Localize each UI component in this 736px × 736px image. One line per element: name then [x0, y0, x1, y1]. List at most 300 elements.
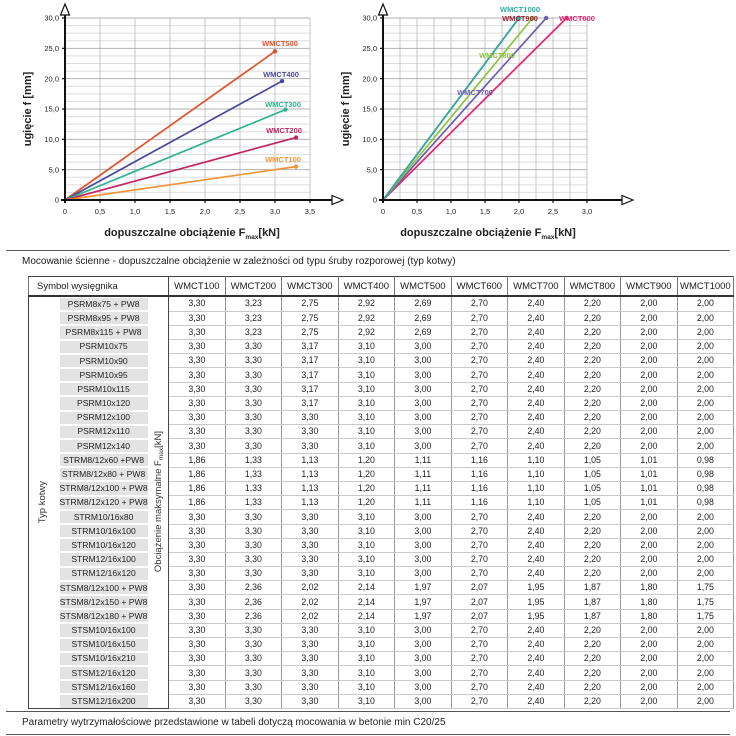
value-cell-WMCT500: 3,00 — [395, 340, 452, 354]
row-label: PSRM12x110 — [57, 425, 151, 439]
value-cell-WMCT1000: 2,00 — [677, 411, 734, 425]
value-cell-WMCT300: 3,30 — [282, 510, 339, 524]
column-header-WMCT900: WMCT900 — [621, 277, 678, 297]
value-cell-WMCT100: 3,30 — [169, 538, 226, 552]
value-cell-WMCT300: 3,30 — [282, 552, 339, 566]
value-cell-WMCT900: 2,00 — [621, 368, 678, 382]
value-cell-WMCT700: 2,40 — [508, 524, 565, 538]
value-cell-WMCT1000: 2,00 — [677, 510, 734, 524]
value-cell-WMCT600: 2,70 — [451, 623, 508, 637]
y-axis-label: ugięcie f [mm] — [340, 71, 352, 147]
value-cell-WMCT700: 2,40 — [508, 354, 565, 368]
value-cell-WMCT100: 3,30 — [169, 354, 226, 368]
x-tick-label: 1,0 — [129, 207, 141, 216]
value-cell-WMCT600: 2,70 — [451, 524, 508, 538]
table-row — [29, 652, 734, 666]
value-cell-WMCT400: 3,10 — [338, 567, 395, 581]
row-label: PSRM8x115 + PW8 — [57, 325, 151, 339]
value-cell-WMCT800: 2,20 — [564, 680, 621, 694]
row-label: STSM8/12x180 + PW8 — [57, 609, 151, 623]
value-cell-WMCT200: 2,36 — [225, 595, 282, 609]
value-cell-WMCT800: 2,20 — [564, 524, 621, 538]
value-cell-WMCT800: 2,20 — [564, 439, 621, 453]
value-cell-WMCT700: 2,40 — [508, 411, 565, 425]
value-cell-WMCT600: 2,70 — [451, 439, 508, 453]
value-cell-WMCT900: 2,00 — [621, 680, 678, 694]
value-cell-WMCT1000: 2,00 — [677, 694, 734, 709]
value-cell-WMCT400: 3,10 — [338, 411, 395, 425]
value-cell-WMCT900: 2,00 — [621, 524, 678, 538]
value-cell-WMCT800: 2,20 — [564, 396, 621, 410]
value-cell-WMCT1000: 2,00 — [677, 638, 734, 652]
value-cell-WMCT400: 3,10 — [338, 524, 395, 538]
value-cell-WMCT100: 3,30 — [169, 296, 226, 311]
table-row — [29, 396, 734, 410]
value-cell-WMCT800: 2,20 — [564, 567, 621, 581]
value-cell-WMCT500: 3,00 — [395, 411, 452, 425]
column-header-WMCT700: WMCT700 — [508, 277, 565, 297]
value-cell-WMCT500: 3,00 — [395, 368, 452, 382]
y-axis-arrow — [379, 4, 388, 15]
column-header-WMCT1000: WMCT1000 — [677, 277, 734, 297]
value-cell-WMCT400: 1,20 — [338, 496, 395, 510]
value-cell-WMCT900: 2,00 — [621, 396, 678, 410]
table-footnote: Parametry wytrzymałościowe przedstawione w tabeli dotyczą mocowania w betonie min C20/25 — [6, 711, 730, 734]
chart-2 — [340, 4, 633, 241]
value-cell-WMCT500: 1,97 — [395, 595, 452, 609]
table-row — [29, 538, 734, 552]
value-cell-WMCT500: 1,97 — [395, 609, 452, 623]
value-cell-WMCT200: 3,30 — [225, 552, 282, 566]
value-cell-WMCT700: 1,10 — [508, 467, 565, 481]
value-cell-WMCT1000: 1,75 — [677, 595, 734, 609]
value-cell-WMCT800: 1,05 — [564, 467, 621, 481]
group-label-text: Typ kotwy — [37, 480, 48, 523]
value-cell-WMCT600: 2,70 — [451, 510, 508, 524]
value-cell-WMCT700: 1,10 — [508, 496, 565, 510]
value-cell-WMCT200: 3,30 — [225, 396, 282, 410]
value-cell-WMCT500: 3,00 — [395, 552, 452, 566]
value-cell-WMCT400: 3,10 — [338, 396, 395, 410]
chart-1 — [22, 4, 343, 241]
row-label: PSRM10x120 — [57, 396, 151, 410]
value-cell-WMCT300: 3,30 — [282, 666, 339, 680]
value-cell-WMCT900: 2,00 — [621, 382, 678, 396]
x-tick-label: 1,0 — [445, 207, 457, 216]
value-cell-WMCT600: 2,70 — [451, 296, 508, 311]
x-tick-label: 0 — [62, 207, 68, 216]
row-label: STRM8/12x120 + PW8 — [57, 496, 151, 510]
value-cell-WMCT100: 3,30 — [169, 439, 226, 453]
column-header-WMCT800: WMCT800 — [564, 277, 621, 297]
value-cell-WMCT400: 3,10 — [338, 694, 395, 709]
series-WMCT700 — [383, 16, 548, 200]
value-cell-WMCT300: 2,02 — [282, 595, 339, 609]
value-cell-WMCT500: 2,69 — [395, 311, 452, 325]
value-cell-WMCT500: 3,00 — [395, 666, 452, 680]
value-cell-WMCT400: 2,92 — [338, 311, 395, 325]
value-cell-WMCT600: 2,70 — [451, 411, 508, 425]
x-tick-label: 2,0 — [199, 207, 211, 216]
value-cell-WMCT800: 1,87 — [564, 581, 621, 595]
table-row — [29, 567, 734, 581]
row-label: STRM8/12x80 + PW8 — [57, 467, 151, 481]
value-cell-WMCT600: 2,70 — [451, 666, 508, 680]
value-cell-WMCT500: 1,11 — [395, 496, 452, 510]
x-tick-label: 2,5 — [547, 207, 559, 216]
value-cell-WMCT1000: 2,00 — [677, 652, 734, 666]
value-cell-WMCT800: 2,20 — [564, 552, 621, 566]
value-cell-WMCT400: 3,10 — [338, 623, 395, 637]
value-cell-WMCT500: 3,00 — [395, 623, 452, 637]
value-cell-WMCT100: 1,86 — [169, 453, 226, 467]
value-cell-WMCT100: 3,30 — [169, 311, 226, 325]
row-label: STRM10/16x100 — [57, 524, 151, 538]
x-tick-label: 0,5 — [94, 207, 106, 216]
value-cell-WMCT800: 2,20 — [564, 623, 621, 637]
value-cell-WMCT300: 2,75 — [282, 311, 339, 325]
value-cell-WMCT400: 3,10 — [338, 425, 395, 439]
x-tick-label: 3,0 — [581, 207, 593, 216]
column-header-WMCT400: WMCT400 — [338, 277, 395, 297]
value-cell-WMCT600: 2,70 — [451, 638, 508, 652]
table-row — [29, 680, 734, 694]
value-cell-WMCT1000: 2,00 — [677, 382, 734, 396]
value-cell-WMCT200: 3,30 — [225, 680, 282, 694]
value-cell-WMCT400: 3,10 — [338, 638, 395, 652]
table-row — [29, 524, 734, 538]
value-cell-WMCT300: 1,13 — [282, 496, 339, 510]
value-cell-WMCT500: 3,00 — [395, 382, 452, 396]
value-cell-WMCT400: 2,92 — [338, 296, 395, 311]
value-cell-WMCT900: 1,01 — [621, 453, 678, 467]
series-label-WMCT100: WMCT100 — [265, 155, 301, 164]
value-cell-WMCT400: 3,10 — [338, 382, 395, 396]
value-cell-WMCT600: 2,70 — [451, 567, 508, 581]
value-cell-WMCT300: 3,30 — [282, 638, 339, 652]
value-cell-WMCT600: 1,16 — [451, 496, 508, 510]
value-cell-WMCT800: 2,20 — [564, 638, 621, 652]
x-axis-label: dopuszczalne obciążenie $F_{max}[kN]$ — [104, 227, 280, 241]
row-label: PSRM12x100 — [57, 411, 151, 425]
value-cell-WMCT700: 2,40 — [508, 652, 565, 666]
value-cell-WMCT1000: 2,00 — [677, 666, 734, 680]
value-cell-WMCT900: 2,00 — [621, 311, 678, 325]
row-label: PSRM12x140 — [57, 439, 151, 453]
value-cell-WMCT1000: 2,00 — [677, 296, 734, 311]
y-tick-label: 0 — [54, 195, 59, 205]
value-cell-WMCT200: 3,30 — [225, 411, 282, 425]
value-cell-WMCT1000: 1,75 — [677, 609, 734, 623]
table-row — [29, 382, 734, 396]
value-cell-WMCT500: 3,00 — [395, 538, 452, 552]
value-cell-WMCT1000: 2,00 — [677, 567, 734, 581]
value-cell-WMCT900: 1,80 — [621, 595, 678, 609]
value-cell-WMCT200: 3,23 — [225, 296, 282, 311]
value-cell-WMCT1000: 0,98 — [677, 496, 734, 510]
value-cell-WMCT200: 3,23 — [225, 311, 282, 325]
value-cell-WMCT100: 3,30 — [169, 609, 226, 623]
value-cell-WMCT400: 2,14 — [338, 581, 395, 595]
y-tick-label: 15,0 — [44, 104, 59, 114]
y-axis-label: ugięcie f [mm] — [22, 71, 34, 147]
row-label: STSM12/16x160 — [57, 680, 151, 694]
column-header-WMCT100: WMCT100 — [169, 277, 226, 297]
table-row — [29, 552, 734, 566]
value-cell-WMCT1000: 2,00 — [677, 538, 734, 552]
value-cell-WMCT500: 2,69 — [395, 296, 452, 311]
anchor-load-table — [28, 276, 734, 709]
value-cell-WMCT1000: 1,75 — [677, 581, 734, 595]
value-cell-WMCT700: 2,40 — [508, 439, 565, 453]
value-cell-WMCT800: 2,20 — [564, 538, 621, 552]
value-cell-WMCT600: 2,07 — [451, 595, 508, 609]
value-cell-WMCT600: 2,07 — [451, 581, 508, 595]
value-cell-WMCT700: 1,10 — [508, 453, 565, 467]
value-cell-WMCT300: 2,75 — [282, 325, 339, 339]
value-cell-WMCT700: 1,10 — [508, 481, 565, 495]
value-cell-WMCT800: 2,20 — [564, 411, 621, 425]
charts-figure — [0, 0, 736, 250]
value-cell-WMCT900: 2,00 — [621, 354, 678, 368]
value-cell-WMCT400: 3,10 — [338, 666, 395, 680]
value-cell-WMCT100: 3,30 — [169, 567, 226, 581]
series-label-WMCT900: WMCT900 — [502, 14, 538, 23]
value-cell-WMCT600: 2,70 — [451, 340, 508, 354]
table-row — [29, 666, 734, 680]
value-cell-WMCT600: 2,70 — [451, 354, 508, 368]
value-cell-WMCT200: 3,30 — [225, 340, 282, 354]
value-cell-WMCT700: 1,95 — [508, 609, 565, 623]
value-cell-WMCT300: 3,30 — [282, 623, 339, 637]
value-cell-WMCT200: 3,30 — [225, 368, 282, 382]
value-cell-WMCT500: 3,00 — [395, 524, 452, 538]
value-cell-WMCT600: 1,16 — [451, 481, 508, 495]
table-row — [29, 595, 734, 609]
series-label-WMCT500: WMCT500 — [262, 39, 298, 48]
value-cell-WMCT900: 2,00 — [621, 638, 678, 652]
value-cell-WMCT900: 2,00 — [621, 325, 678, 339]
value-cell-WMCT600: 2,70 — [451, 368, 508, 382]
value-cell-WMCT800: 1,87 — [564, 609, 621, 623]
value-cell-WMCT100: 3,30 — [169, 595, 226, 609]
value-cell-WMCT100: 1,86 — [169, 481, 226, 495]
value-cell-WMCT900: 2,00 — [621, 538, 678, 552]
table-row — [29, 496, 734, 510]
y-tick-label: 30,0 — [362, 13, 377, 23]
value-cell-WMCT700: 1,95 — [508, 581, 565, 595]
x-axis-arrow — [622, 196, 633, 205]
value-cell-WMCT400: 2,14 — [338, 609, 395, 623]
value-cell-WMCT100: 3,30 — [169, 666, 226, 680]
table-row — [29, 296, 734, 311]
value-cell-WMCT700: 2,40 — [508, 538, 565, 552]
value-cell-WMCT300: 3,17 — [282, 354, 339, 368]
value-cell-WMCT700: 2,40 — [508, 510, 565, 524]
value-cell-WMCT500: 3,00 — [395, 425, 452, 439]
value-cell-WMCT700: 1,95 — [508, 595, 565, 609]
value-cell-WMCT500: 3,00 — [395, 396, 452, 410]
value-cell-WMCT200: 1,33 — [225, 496, 282, 510]
value-cell-WMCT300: 3,17 — [282, 340, 339, 354]
value-cell-WMCT900: 1,01 — [621, 481, 678, 495]
row-label: STSM12/16x120 — [57, 666, 151, 680]
value-cell-WMCT1000: 2,00 — [677, 368, 734, 382]
table-row — [29, 638, 734, 652]
value-cell-WMCT1000: 2,00 — [677, 439, 734, 453]
column-header-WMCT300: WMCT300 — [282, 277, 339, 297]
value-cell-WMCT300: 3,30 — [282, 567, 339, 581]
x-tick-label: 1,5 — [164, 207, 176, 216]
value-cell-WMCT100: 3,30 — [169, 340, 226, 354]
value-cell-WMCT800: 1,05 — [564, 496, 621, 510]
value-cell-WMCT700: 2,40 — [508, 680, 565, 694]
axis-label-fmax — [151, 296, 169, 709]
column-header-WMCT600: WMCT600 — [451, 277, 508, 297]
y-tick-label: 30,0 — [44, 13, 59, 23]
value-cell-WMCT900: 2,00 — [621, 567, 678, 581]
value-cell-WMCT900: 2,00 — [621, 411, 678, 425]
value-cell-WMCT800: 1,05 — [564, 453, 621, 467]
value-cell-WMCT800: 2,20 — [564, 666, 621, 680]
row-label: PSRM8x75 + PW8 — [57, 296, 151, 311]
row-label: PSRM10x115 — [57, 382, 151, 396]
value-cell-WMCT500: 3,00 — [395, 567, 452, 581]
y-tick-label: 20,0 — [362, 74, 377, 84]
value-cell-WMCT1000: 2,00 — [677, 552, 734, 566]
table-row — [29, 311, 734, 325]
value-cell-WMCT800: 2,20 — [564, 382, 621, 396]
value-cell-WMCT700: 2,40 — [508, 552, 565, 566]
value-cell-WMCT500: 3,00 — [395, 638, 452, 652]
value-cell-WMCT400: 3,10 — [338, 552, 395, 566]
value-cell-WMCT600: 1,16 — [451, 453, 508, 467]
row-label: STRM10/16x120 — [57, 538, 151, 552]
series-label-WMCT400: WMCT400 — [263, 70, 299, 79]
column-header-WMCT500: WMCT500 — [395, 277, 452, 297]
value-cell-WMCT500: 3,00 — [395, 694, 452, 709]
value-cell-WMCT400: 3,10 — [338, 340, 395, 354]
value-cell-WMCT900: 1,80 — [621, 609, 678, 623]
table-row — [29, 354, 734, 368]
table-row — [29, 325, 734, 339]
table-row — [29, 467, 734, 481]
value-cell-WMCT100: 3,30 — [169, 652, 226, 666]
value-cell-WMCT500: 1,11 — [395, 453, 452, 467]
series-label-WMCT700: WMCT700 — [457, 88, 493, 97]
table-row — [29, 439, 734, 453]
value-cell-WMCT300: 2,02 — [282, 581, 339, 595]
x-tick-label: 2,0 — [513, 207, 525, 216]
series-WMCT1000 — [383, 16, 521, 200]
value-cell-WMCT1000: 2,00 — [677, 425, 734, 439]
value-cell-WMCT700: 2,40 — [508, 296, 565, 311]
value-cell-WMCT800: 2,20 — [564, 311, 621, 325]
value-cell-WMCT600: 2,70 — [451, 425, 508, 439]
axis-label-text: Obciążenie maksymalne $F_{max}[kN]$ — [152, 431, 165, 573]
value-cell-WMCT200: 3,30 — [225, 425, 282, 439]
row-label: STSM10/16x210 — [57, 652, 151, 666]
value-cell-WMCT300: 3,17 — [282, 382, 339, 396]
value-cell-WMCT800: 2,20 — [564, 354, 621, 368]
value-cell-WMCT300: 2,75 — [282, 296, 339, 311]
value-cell-WMCT900: 2,00 — [621, 694, 678, 709]
value-cell-WMCT400: 3,10 — [338, 354, 395, 368]
value-cell-WMCT800: 2,20 — [564, 340, 621, 354]
value-cell-WMCT200: 3,30 — [225, 567, 282, 581]
value-cell-WMCT600: 2,07 — [451, 609, 508, 623]
value-cell-WMCT200: 3,30 — [225, 538, 282, 552]
group-label-typ-kotwy — [29, 296, 57, 709]
value-cell-WMCT100: 3,30 — [169, 524, 226, 538]
table-row — [29, 340, 734, 354]
value-cell-WMCT400: 3,10 — [338, 652, 395, 666]
value-cell-WMCT800: 2,20 — [564, 368, 621, 382]
value-cell-WMCT400: 2,14 — [338, 595, 395, 609]
value-cell-WMCT400: 1,20 — [338, 467, 395, 481]
value-cell-WMCT100: 3,30 — [169, 382, 226, 396]
value-cell-WMCT700: 2,40 — [508, 425, 565, 439]
table-row — [29, 623, 734, 637]
row-label: STSM10/16x100 — [57, 623, 151, 637]
value-cell-WMCT900: 2,00 — [621, 652, 678, 666]
value-cell-WMCT500: 1,11 — [395, 467, 452, 481]
series-label-WMCT200: WMCT200 — [266, 126, 302, 135]
y-tick-label: 20,0 — [44, 74, 59, 84]
value-cell-WMCT1000: 0,98 — [677, 453, 734, 467]
value-cell-WMCT300: 1,13 — [282, 467, 339, 481]
value-cell-WMCT200: 3,30 — [225, 439, 282, 453]
x-tick-label: 3,0 — [269, 207, 281, 216]
value-cell-WMCT600: 1,16 — [451, 467, 508, 481]
table-row — [29, 368, 734, 382]
value-cell-WMCT300: 3,30 — [282, 652, 339, 666]
y-tick-label: 25,0 — [362, 43, 377, 53]
value-cell-WMCT200: 3,30 — [225, 382, 282, 396]
value-cell-WMCT500: 3,00 — [395, 510, 452, 524]
value-cell-WMCT700: 2,40 — [508, 368, 565, 382]
value-cell-WMCT400: 1,20 — [338, 481, 395, 495]
value-cell-WMCT600: 2,70 — [451, 652, 508, 666]
value-cell-WMCT1000: 2,00 — [677, 524, 734, 538]
table-row — [29, 694, 734, 709]
value-cell-WMCT100: 3,30 — [169, 694, 226, 709]
value-cell-WMCT900: 2,00 — [621, 439, 678, 453]
row-label: STRM8/12x100 + PW8 — [57, 481, 151, 495]
x-tick-label: 0,5 — [411, 207, 423, 216]
value-cell-WMCT700: 2,40 — [508, 623, 565, 637]
series-label-WMCT300: WMCT300 — [265, 100, 301, 109]
y-tick-label: 5,0 — [48, 165, 59, 175]
value-cell-WMCT500: 3,00 — [395, 680, 452, 694]
value-cell-WMCT900: 2,00 — [621, 425, 678, 439]
table-row — [29, 510, 734, 524]
value-cell-WMCT300: 3,30 — [282, 411, 339, 425]
y-tick-label: 10,0 — [362, 134, 377, 144]
value-cell-WMCT500: 3,00 — [395, 439, 452, 453]
value-cell-WMCT1000: 0,98 — [677, 467, 734, 481]
value-cell-WMCT400: 3,10 — [338, 538, 395, 552]
value-cell-WMCT200: 3,30 — [225, 666, 282, 680]
value-cell-WMCT100: 3,30 — [169, 581, 226, 595]
table-row — [29, 581, 734, 595]
value-cell-WMCT500: 1,11 — [395, 481, 452, 495]
table-row — [29, 481, 734, 495]
value-cell-WMCT400: 3,10 — [338, 368, 395, 382]
value-cell-WMCT100: 3,30 — [169, 638, 226, 652]
value-cell-WMCT200: 3,30 — [225, 354, 282, 368]
value-cell-WMCT900: 1,01 — [621, 496, 678, 510]
